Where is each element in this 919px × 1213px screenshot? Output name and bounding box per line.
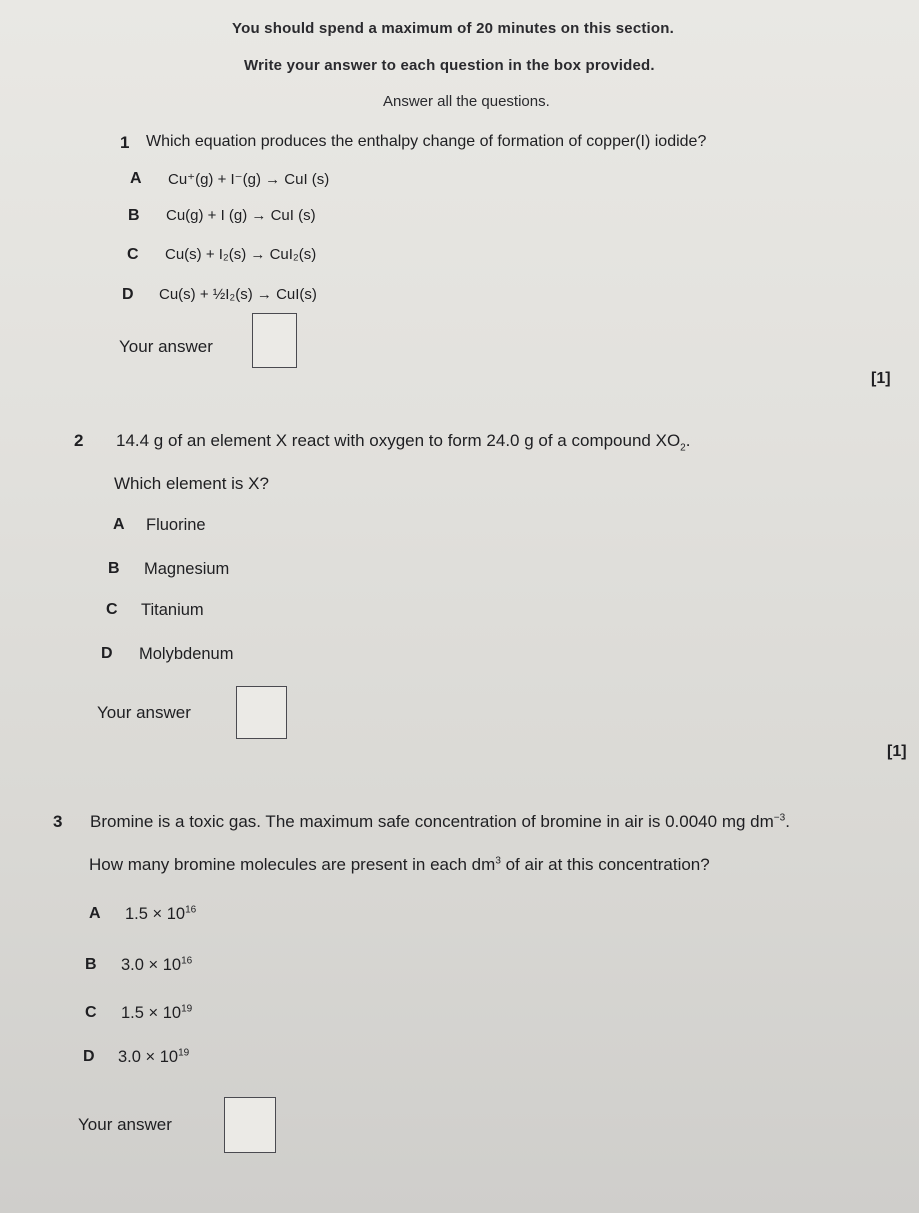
q3-answer-label: Your answer — [78, 1115, 172, 1134]
q2-answer-box[interactable] — [236, 686, 287, 739]
q1-option-a-letter: A — [130, 170, 142, 187]
q2-option-b-text[interactable]: Magnesium — [144, 560, 230, 578]
q3-option-d-base: 3.0 × 10 — [118, 1048, 179, 1066]
q1-option-b-letter: B — [128, 207, 140, 224]
q3-option-c-exponent: 19 — [181, 1003, 193, 1015]
q3-option-b-base: 3.0 × 10 — [121, 956, 182, 974]
q3-option-b-text[interactable] — [121, 956, 192, 975]
question-2-text-main: 14.4 g of an element X react with oxygen to form 24.0 g of a compound XO — [116, 431, 681, 450]
q3-option-a-base: 1.5 × 10 — [125, 905, 186, 923]
q1-option-b-text[interactable]: Cu(g) + I (g) → CuI (s) — [166, 207, 316, 224]
q3-option-a-text[interactable] — [125, 905, 196, 924]
q3-option-c-text[interactable] — [121, 1004, 192, 1023]
question-3-subquestion — [89, 855, 710, 875]
question-2-period: . — [685, 431, 691, 450]
question-3-text-main: Bromine is a toxic gas. The maximum safe concentration of bromine in air is 0.0040 mg dm — [90, 812, 774, 831]
q3-option-a-letter: A — [89, 905, 101, 922]
q1-answer-box[interactable] — [252, 313, 297, 368]
q2-option-a-text[interactable]: Fluorine — [146, 516, 206, 534]
q2-mark: [1] — [887, 743, 907, 760]
question-3-subquestion-main: How many bromine molecules are present in each dm — [89, 855, 496, 874]
instruction-time: You should spend a maximum of 20 minutes on this section. — [232, 20, 675, 37]
question-1-number: 1 — [120, 133, 130, 152]
question-3-subquestion-superscript: 3 — [495, 855, 501, 867]
q3-option-d-letter: D — [83, 1048, 95, 1065]
question-3-period: . — [785, 812, 790, 831]
q1-mark: [1] — [871, 370, 891, 387]
q1-option-d-letter: D — [122, 286, 134, 303]
question-2-number: 2 — [74, 431, 84, 450]
q3-option-b-letter: B — [85, 956, 97, 973]
q2-option-c-letter: C — [106, 601, 118, 618]
q1-answer-label: Your answer — [119, 337, 213, 356]
q2-option-b-letter: B — [108, 560, 120, 577]
q3-option-d-exponent: 19 — [178, 1047, 190, 1059]
instruction-answer-all: Answer all the questions. — [383, 93, 550, 110]
question-3-number: 3 — [53, 812, 63, 831]
q3-option-c-letter: C — [85, 1004, 97, 1021]
q3-option-a-exponent: 16 — [185, 904, 197, 916]
q2-option-c-text[interactable]: Titanium — [141, 601, 204, 619]
q2-option-a-letter: A — [113, 516, 125, 533]
question-3-text — [90, 812, 790, 832]
q3-answer-box[interactable] — [224, 1097, 276, 1153]
q3-option-d-text[interactable] — [118, 1048, 189, 1067]
question-3-subquestion-end: of air at this concentration? — [500, 855, 710, 874]
question-3-superscript: −3 — [773, 812, 786, 824]
q2-answer-label: Your answer — [97, 703, 191, 722]
question-2-subquestion: Which element is X? — [114, 474, 269, 493]
question-1-text: Which equation produces the enthalpy change of formation of copper(I) iodide? — [146, 133, 707, 150]
q1-option-a-text[interactable]: Cu⁺(g) + I⁻(g) → CuI (s) — [168, 171, 330, 188]
q1-option-d-text[interactable]: Cu(s) + ½I₂(s) → CuI(s) — [159, 286, 317, 303]
q2-option-d-letter: D — [101, 645, 113, 662]
q1-option-c-letter: C — [127, 246, 139, 263]
q3-option-b-exponent: 16 — [181, 955, 193, 967]
q2-option-d-text[interactable]: Molybdenum — [139, 645, 234, 663]
question-2-text — [116, 431, 691, 454]
q1-option-c-text[interactable]: Cu(s) + I₂(s) → CuI₂(s) — [165, 246, 317, 263]
question-2-subscript: 2 — [680, 442, 686, 454]
q3-option-c-base: 1.5 × 10 — [121, 1004, 182, 1022]
instruction-write: Write your answer to each question in the box provided. — [244, 57, 655, 74]
